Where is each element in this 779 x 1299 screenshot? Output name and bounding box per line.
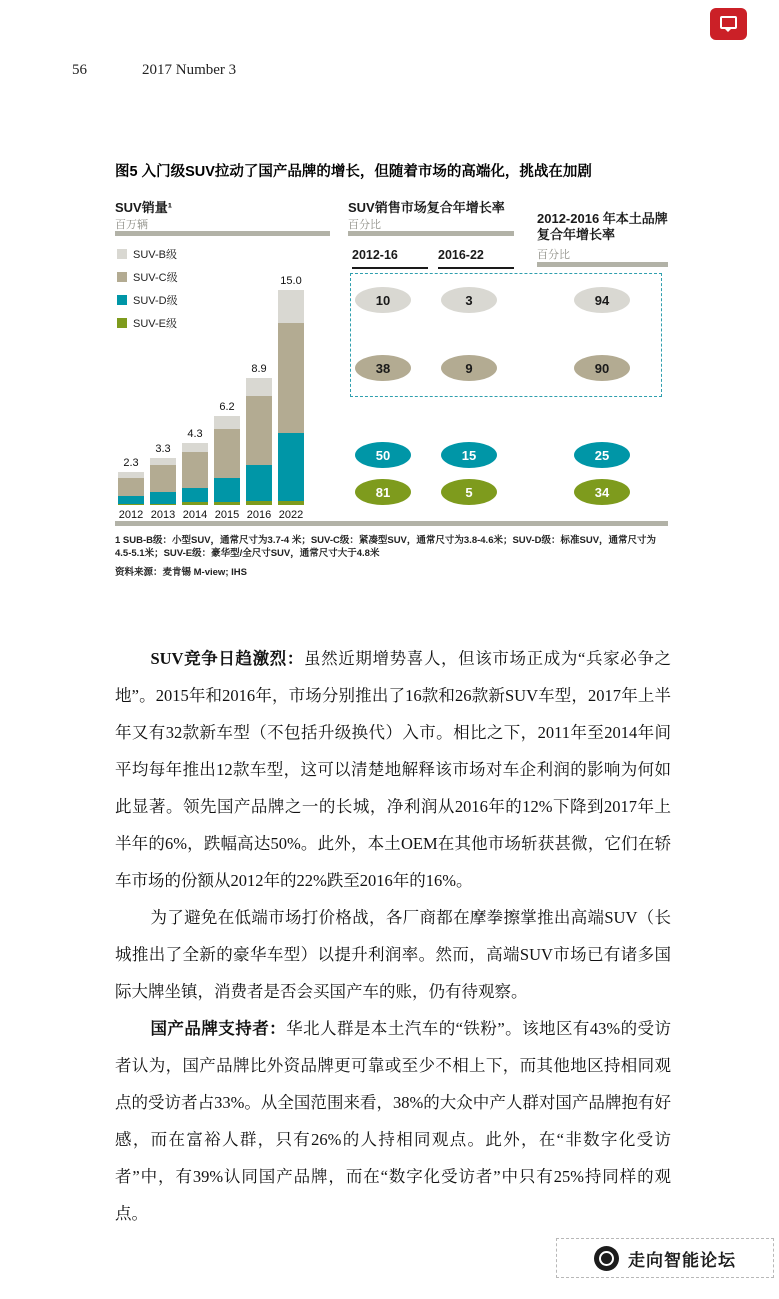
figure-exhibit-5 <box>115 160 668 590</box>
paragraph-lead: 国产品牌支持者： <box>150 1019 287 1038</box>
cagr-value-oval: 5 <box>441 479 497 505</box>
footer-brand-name: 走向智能论坛 <box>628 1250 736 1270</box>
bar-total-label: 4.3 <box>187 428 203 441</box>
cagr-value-oval: 3 <box>441 287 497 313</box>
cagr-ovals <box>115 160 668 520</box>
cagr-value-oval: 38 <box>355 355 411 381</box>
cagr-heading: SUV销售市场复合年增长率 <box>348 200 505 215</box>
page-number: 56 <box>72 62 87 78</box>
book-glyph-icon <box>720 16 737 29</box>
bar-year-label: 2013 <box>150 509 176 521</box>
bar-year-label: 2015 <box>214 509 240 521</box>
body-paragraph <box>115 640 671 899</box>
cagr-unit: 百分比 <box>348 219 381 231</box>
bar-total-label: 2.3 <box>123 457 139 470</box>
cagr-column-header-2012-16: 2012-16 <box>352 248 428 269</box>
forum-logo-icon <box>594 1246 619 1271</box>
paragraph-text: 虽然近期增势喜人，但该市场正成为“兵家必争之地”。2015年和2016年，市场分别推出了16款和26款新SUV车型，2017年上半年又有32款新车型（不包括升级换代）入市。相比之下，2011年至2014年间平均每年推出12款车型，这可以清楚地解释该市场对车企利润的影响为何如此显著。领先国产品牌之一的长城，净利润从2016年的12%下降到2017年上半年的6%，跌幅高达50%。此外，本土OEM在其他市场斩获甚微，它们在轿车市场的份额从2012年的22%跌至2016年的16%。 <box>115 649 671 890</box>
figure-title: 图5 入门级SUV拉动了国产品牌的增长，但随着市场的高端化，挑战在加剧 <box>115 164 592 180</box>
cagr-column-header-2016-22: 2016-22 <box>438 248 514 269</box>
legend-label: SUV-E级 <box>133 318 178 330</box>
sales-chart-heading: SUV销量¹ <box>115 200 173 215</box>
figure-footnote: 1 SUB-B级：小型SUV，通常尺寸为3.7-4 米；SUV-C级：紧凑型SUV，通常尺寸为3.8-4.6米；SUV-D级：标准SUV，通常尺寸为4.5-5.1米；SUV-E级：豪华型/全尺寸SUV，通常尺寸大于4.8米 <box>115 535 657 559</box>
cagr-value-oval: 90 <box>574 355 630 381</box>
legend-label: SUV-B级 <box>133 249 178 261</box>
sales-chart-unit: 百万辆 <box>115 219 148 231</box>
cagr-value-oval: 15 <box>441 442 497 468</box>
magazine-logo-icon <box>710 8 747 40</box>
cagr-value-oval: 10 <box>355 287 411 313</box>
paragraph-lead: SUV竞争日趋激烈： <box>150 649 304 668</box>
cagr-value-oval: 25 <box>574 442 630 468</box>
footer-brand-box <box>556 1238 774 1278</box>
legend-label: SUV-D级 <box>133 295 178 307</box>
bar-total-label: 8.9 <box>251 362 267 375</box>
cagr-value-oval: 34 <box>574 479 630 505</box>
bar-total-label: 15.0 <box>280 274 302 287</box>
body-paragraph <box>115 899 671 1010</box>
cagr-value-oval: 81 <box>355 479 411 505</box>
bar-year-label: 2012 <box>118 509 144 521</box>
issue-label: 2017 Number 3 <box>142 62 237 78</box>
cagr-value-oval: 94 <box>574 287 630 313</box>
bar-year-label: 2016 <box>246 509 272 521</box>
paragraph-text: 为了避免在低端市场打价格战，各厂商都在摩拳擦掌推出高端SUV（长城推出了全新的豪华车型）以提升利润率。然而，高端SUV市场已有诸多国际大牌坐镇，消费者是否会买国产车的账，仍有待观察。 <box>115 908 671 1001</box>
legend-label: SUV-C级 <box>133 272 178 284</box>
body-paragraph <box>115 1010 671 1232</box>
paragraph-text: 华北人群是本土汽车的“铁粉”。该地区有43%的受访者认为，国产品牌比外资品牌更可靠或至少不相上下，而其他地区持相同观点的受访者占33%。从全国范围来看，38%的大众中产人群对国产品牌抱有好感，而在富裕人群，只有26%的人持相同观点。此外，在“非数字化受访者”中，有39%认同国产品牌，而在“数字化受访者”中只有25%持同样的观点。 <box>115 1019 671 1223</box>
cagr-value-oval: 9 <box>441 355 497 381</box>
cagr-value-oval: 50 <box>355 442 411 468</box>
article-body <box>115 640 671 1232</box>
figure-source: 资料来源：麦肯锡 M-view; IHS <box>115 567 247 578</box>
brand-cagr-unit: 百分比 <box>537 249 570 261</box>
bar-year-label: 2014 <box>182 509 208 521</box>
bar-total-label: 3.3 <box>155 442 171 455</box>
brand-cagr-heading: 2012-2016 年本土品牌复合年增长率 <box>537 211 668 242</box>
bar-year-label: 2022 <box>278 509 304 521</box>
bar-total-label: 6.2 <box>219 401 235 414</box>
figure-bottom-rule <box>115 521 668 526</box>
